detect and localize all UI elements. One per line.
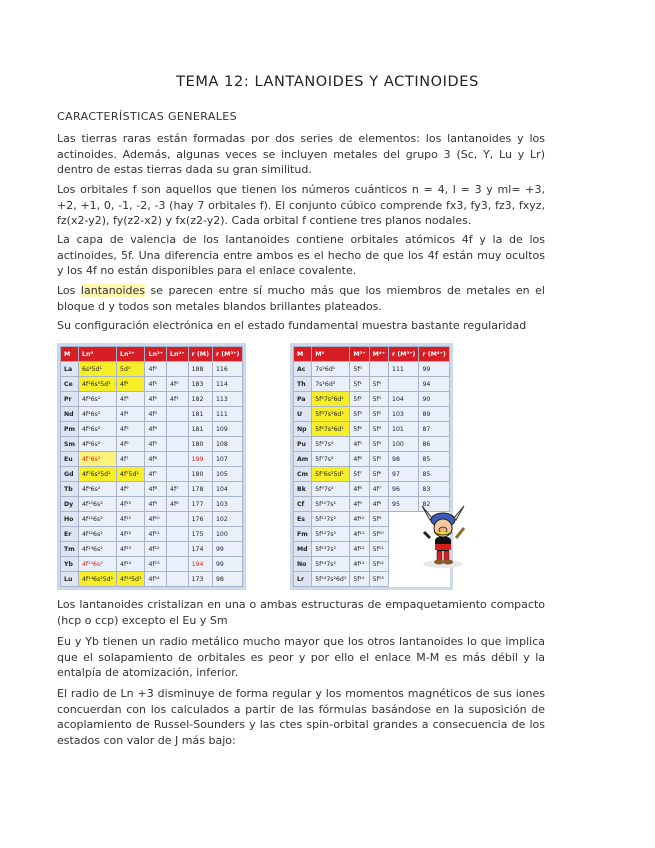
- paragraph-tierras-raras: Las tierras raras están formadas por dos series de elementos: los lantanoides y los actinoides. Además, algunas veces se incluyen metales del grupo 3 (Sc, Y, Lu y Lr) dentro de estas tierras dada su gran similitud.: [57, 132, 545, 176]
- actinide-cell: 4f⁸: [350, 482, 369, 497]
- cartoon-character-illustration: [412, 498, 474, 570]
- actinide-cell: 87: [419, 422, 449, 437]
- lanthanide-cell: 99: [212, 557, 242, 572]
- lanthanide-header-cell: r (M): [188, 347, 212, 362]
- lanthanide-cell: 4f³: [117, 392, 145, 407]
- lanthanide-cell: 4f¹³: [117, 542, 145, 557]
- actinide-cell: 5f¹⁰7s²: [312, 497, 350, 512]
- actinide-cell: 5f²: [369, 407, 388, 422]
- actinide-cell: 5f²7s²6d¹: [312, 392, 350, 407]
- actinide-cell: 5f⁴7s²6d¹: [312, 422, 350, 437]
- lanthanide-cell: 181: [188, 407, 212, 422]
- actinide-cell: 4f⁶: [350, 452, 369, 467]
- section-heading: CARACTERÍSTICAS GENERALES: [57, 110, 238, 123]
- lanthanide-cell: 4f⁷6s²5d¹: [78, 467, 116, 482]
- lanthanide-row: [61, 572, 243, 587]
- actinide-element-symbol: Ac: [294, 362, 312, 377]
- actinide-cell: 4f⁵: [350, 437, 369, 452]
- actinide-cell: 5f⁷: [350, 467, 369, 482]
- actinide-cell: 5f¹: [350, 377, 369, 392]
- lanthanide-cell: 4f⁸: [167, 497, 189, 512]
- actinide-cell: 5f¹⁴7s²6d¹: [312, 572, 350, 587]
- actinide-row: [294, 392, 450, 407]
- lanthanide-cell: 100: [212, 527, 242, 542]
- actinide-cell: 4f⁹: [350, 497, 369, 512]
- actinide-cell: 4f⁸: [369, 497, 388, 512]
- lanthanide-cell: 4f⁷6s²: [78, 452, 116, 467]
- actinide-row: [294, 437, 450, 452]
- lanthanide-header-cell: Ln⁰: [78, 347, 116, 362]
- actinide-header-cell: M⁴⁺: [369, 347, 388, 362]
- actinide-cell: 5f¹⁴7s²: [312, 557, 350, 572]
- lanthanide-row: [61, 377, 243, 392]
- lanthanide-element-symbol: Pm: [61, 422, 79, 437]
- lanthanide-cell: 4f³: [145, 407, 167, 422]
- lanthanide-cell: 175: [188, 527, 212, 542]
- lanthanide-element-symbol: Dy: [61, 497, 79, 512]
- actinide-row: [294, 452, 450, 467]
- lanthanide-cell: 4f¹³: [145, 557, 167, 572]
- actinide-element-symbol: U: [294, 407, 312, 422]
- lanthanide-cell: 4f⁵: [145, 437, 167, 452]
- actinide-cell: [389, 572, 419, 587]
- actinide-cell: 5f¹¹: [369, 542, 388, 557]
- actinide-element-symbol: No: [294, 557, 312, 572]
- actinide-header-cell: r (M⁴⁺): [419, 347, 449, 362]
- actinide-cell: 5f⁷6s²5d¹: [312, 467, 350, 482]
- lanthanide-cell: 182: [188, 392, 212, 407]
- actinide-cell: 5f⁰: [350, 362, 369, 377]
- lanthanide-cell: 4f⁵6s²: [78, 422, 116, 437]
- actinide-cell: 4f⁷: [369, 482, 388, 497]
- actinide-cell: 101: [389, 422, 419, 437]
- actinide-cell: 104: [389, 392, 419, 407]
- lanthanide-cell: 4f⁰: [167, 377, 189, 392]
- lanthanide-cell: 4f¹⁴6s²: [78, 557, 116, 572]
- lanthanide-cell: 4f⁶: [117, 437, 145, 452]
- lanthanide-cell: 114: [212, 377, 242, 392]
- lanthanide-row: [61, 512, 243, 527]
- lanthanide-cell: [167, 572, 189, 587]
- lanthanide-cell: 4f⁴: [117, 407, 145, 422]
- lanthanide-cell: [167, 362, 189, 377]
- paragraph-lantanoides: Los lantanoides se parecen entre sí mucho más que los miembros de metales en el bloque d y todos son metales blandos brillantes plateados.: [57, 284, 545, 313]
- lanthanide-cell: 194: [188, 557, 212, 572]
- lanthanide-cell: [167, 407, 189, 422]
- lanthanide-header-cell: Ln³⁺: [145, 347, 167, 362]
- lanthanide-cell: 177: [188, 497, 212, 512]
- actinide-row: [294, 407, 450, 422]
- actinide-cell: 5f⁰: [369, 377, 388, 392]
- lanthanide-cell: 4f²: [117, 377, 145, 392]
- actinide-header-cell: r (M³⁺): [389, 347, 419, 362]
- lanthanide-cell: 180: [188, 437, 212, 452]
- paragraph-cristalizan: Los lantanoides cristalizan en una o ambas estructuras de empaquetamiento compacto (hcp o ccp) excepto el Eu y Sm: [57, 598, 545, 627]
- paragraph-orbitales-f: Los orbitales f son aquellos que tienen los números cuánticos n = 4, l = 3 y ml= +3, +2, +1, 0, -1, -2, -3 (hay 7 orbitales f). El conjunto cúbico comprende fx3, fy3, fz3, fxyz, fz(x2-y2), fy(z2-x2) y fx(z2-y2). Cada orbital f contiene tres planos nodales.: [57, 183, 545, 227]
- actinide-cell: 89: [419, 407, 449, 422]
- lanthanide-row: [61, 482, 243, 497]
- lanthanide-cell: 5d¹: [117, 362, 145, 377]
- actinide-cell: 96: [389, 482, 419, 497]
- paragraph-radio-ln: El radio de Ln +3 disminuye de forma regular y los momentos magnéticos de sus iones concuerdan con los calculados a partir de las fórmulas basándose en la suposición de acoplamiento de Russel-Sounders y las ctes spin-orbital grandes a consecuencia de los estados con valor de J más bajo:: [57, 687, 545, 747]
- lanthanide-cell: [167, 422, 189, 437]
- actinide-cell: 82: [419, 497, 449, 512]
- lanthanide-cell: 180: [188, 467, 212, 482]
- actinide-cell: 94: [419, 377, 449, 392]
- actinide-cell: 95: [389, 497, 419, 512]
- lanthanide-row: [61, 437, 243, 452]
- actinide-cell: 100: [389, 437, 419, 452]
- actinide-cell: 5f¹²7s²: [312, 527, 350, 542]
- actinide-cell: 5f⁶: [369, 467, 388, 482]
- lanthanide-cell: 4f⁵: [117, 422, 145, 437]
- lanthanide-cell: 4f⁰: [145, 362, 167, 377]
- lanthanide-element-symbol: Er: [61, 527, 79, 542]
- lanthanide-cell: 4f¹²6s²: [78, 527, 116, 542]
- lanthanide-element-symbol: Yb: [61, 557, 79, 572]
- lanthanide-header-cell: Ln²⁺: [117, 347, 145, 362]
- page-title: TEMA 12: LANTANOIDES Y ACTINOIDES: [176, 74, 479, 90]
- lanthanide-cell: 107: [212, 452, 242, 467]
- paragraph-capa-valencia: La capa de valencia de los lantanoides contiene orbitales atómicos 4f y la de los actinoides, 5f. Una diferencia entre ambos es el hecho de que los 4f están muy ocultos y los 4f no están disponibles para el enlace covalente.: [57, 233, 545, 277]
- actinide-cell: 4f¹²: [350, 542, 369, 557]
- actinide-cell: 103: [389, 407, 419, 422]
- lanthanide-cell: 188: [188, 362, 212, 377]
- lanthanide-cell: 108: [212, 437, 242, 452]
- lanthanide-cell: [167, 542, 189, 557]
- actinide-cell: 97: [389, 467, 419, 482]
- lanthanide-cell: 4f¹²: [145, 542, 167, 557]
- lanthanide-cell: 4f¹⁴5d¹: [117, 572, 145, 587]
- lanthanide-cell: 4f¹⁴: [117, 557, 145, 572]
- lanthanide-cell: 176: [188, 512, 212, 527]
- highlighted-term: lantanoides: [80, 284, 145, 297]
- lanthanide-element-symbol: Eu: [61, 452, 79, 467]
- actinide-cell: 5f⁹7s²: [312, 482, 350, 497]
- lanthanide-cell: 4f⁷5d¹: [117, 467, 145, 482]
- lanthanide-element-symbol: La: [61, 362, 79, 377]
- actinide-cell: 85: [419, 467, 449, 482]
- lanthanide-table: [60, 346, 243, 587]
- lanthanide-cell: 4f¹: [145, 377, 167, 392]
- lanthanide-cell: 4f¹¹6s²: [78, 512, 116, 527]
- lanthanide-cell: 4f¹⁴6s²5d¹: [78, 572, 116, 587]
- actinide-cell: 5f³7s²6d¹: [312, 407, 350, 422]
- lanthanide-cell: 104: [212, 482, 242, 497]
- lanthanide-header-cell: r (M³⁺): [212, 347, 242, 362]
- lanthanide-row: [61, 362, 243, 377]
- lanthanide-cell: 6s²5d¹: [78, 362, 116, 377]
- lanthanide-element-symbol: Sm: [61, 437, 79, 452]
- lanthanide-element-symbol: Pr: [61, 392, 79, 407]
- actinide-cell: 5f⁹: [369, 512, 388, 527]
- lanthanide-cell: 4f⁴6s²: [78, 407, 116, 422]
- lanthanide-cell: 4f¹¹: [145, 527, 167, 542]
- lanthanide-row: [61, 527, 243, 542]
- lanthanide-cell: 98: [212, 572, 242, 587]
- lanthanide-cell: 4f¹⁴: [145, 572, 167, 587]
- actinide-cell: [389, 377, 419, 392]
- lanthanide-cell: 4f¹⁰: [145, 512, 167, 527]
- actinide-cell: 5f¹¹7s²: [312, 512, 350, 527]
- actinide-element-symbol: Pa: [294, 392, 312, 407]
- lanthanide-table-frame: [57, 343, 246, 590]
- lanthanide-cell: 103: [212, 497, 242, 512]
- lanthanide-cell: 4f⁷: [117, 452, 145, 467]
- actinide-cell: 5f³: [350, 407, 369, 422]
- lanthanide-cell: 183: [188, 377, 212, 392]
- actinide-cell: 5f⁷7s²: [312, 452, 350, 467]
- lanthanide-cell: 109: [212, 422, 242, 437]
- lanthanide-cell: 4f⁹: [117, 482, 145, 497]
- actinide-row: [294, 572, 450, 587]
- lanthanide-cell: 4f⁷: [145, 467, 167, 482]
- lanthanide-row: [61, 407, 243, 422]
- actinide-element-symbol: Cm: [294, 467, 312, 482]
- lanthanide-row: [61, 557, 243, 572]
- lanthanide-cell: [167, 437, 189, 452]
- lanthanide-row: [61, 422, 243, 437]
- actinide-element-symbol: Es: [294, 512, 312, 527]
- actinide-header-cell: M³⁺: [350, 347, 369, 362]
- actinide-row: [294, 362, 450, 377]
- lanthanide-row: [61, 497, 243, 512]
- actinide-cell: 5f¹: [369, 392, 388, 407]
- lanthanide-cell: 4f¹¹: [117, 512, 145, 527]
- paragraph-configuracion: Su configuración electrónica en el estado fundamental muestra bastante regularidad: [57, 319, 527, 332]
- actinide-element-symbol: Th: [294, 377, 312, 392]
- lanthanide-cell: 99: [212, 542, 242, 557]
- lanthanide-cell: 199: [188, 452, 212, 467]
- lanthanide-cell: 173: [188, 572, 212, 587]
- lanthanide-cell: 4f¹⁰: [117, 497, 145, 512]
- lanthanide-element-symbol: Gd: [61, 467, 79, 482]
- actinide-header-cell: M: [294, 347, 312, 362]
- actinide-element-symbol: Am: [294, 452, 312, 467]
- actinide-cell: [419, 572, 449, 587]
- actinide-header-cell: M⁰: [312, 347, 350, 362]
- lanthanide-cell: 4f²: [145, 392, 167, 407]
- lanthanide-row: [61, 392, 243, 407]
- lanthanide-cell: 102: [212, 512, 242, 527]
- lanthanide-cell: 178: [188, 482, 212, 497]
- lanthanide-element-symbol: Ce: [61, 377, 79, 392]
- actinide-element-symbol: Cf: [294, 497, 312, 512]
- actinide-element-symbol: Fm: [294, 527, 312, 542]
- actinide-element-symbol: Lr: [294, 572, 312, 587]
- actinide-cell: 5f¹⁰: [369, 527, 388, 542]
- actinide-cell: 7s²6d¹: [312, 362, 350, 377]
- actinide-cell: 5f¹³: [369, 572, 388, 587]
- lanthanide-cell: 4f¹³6s²: [78, 542, 116, 557]
- lanthanide-cell: 111: [212, 407, 242, 422]
- lanthanide-cell: 116: [212, 362, 242, 377]
- lanthanide-cell: 174: [188, 542, 212, 557]
- actinide-cell: 98: [389, 452, 419, 467]
- actinide-cell: 7s²6d²: [312, 377, 350, 392]
- actinide-element-symbol: Bk: [294, 482, 312, 497]
- actinide-cell: 4f¹⁰: [350, 512, 369, 527]
- lanthanide-header-cell: M: [61, 347, 79, 362]
- lanthanide-cell: [167, 467, 189, 482]
- actinide-element-symbol: Md: [294, 542, 312, 557]
- lanthanide-header-cell: Ln⁴⁺: [167, 347, 189, 362]
- actinide-cell: 85: [419, 452, 449, 467]
- actinide-row: [294, 422, 450, 437]
- actinide-cell: 5f⁴: [350, 422, 369, 437]
- lanthanide-cell: 4f⁶: [145, 452, 167, 467]
- lanthanide-element-symbol: Tb: [61, 482, 79, 497]
- actinide-cell: 90: [419, 392, 449, 407]
- paragraph-eu-yb: Eu y Yb tienen un radio metálico mucho mayor que los otros lantanoides lo que implica que el solapamiento de orbitales es peor y por ello el enlace M-M es más débil y la entalpía de atomización, inferior.: [57, 635, 545, 679]
- lanthanide-cell: [167, 557, 189, 572]
- lanthanide-cell: [167, 512, 189, 527]
- lanthanide-cell: 113: [212, 392, 242, 407]
- actinide-element-symbol: Pu: [294, 437, 312, 452]
- lanthanide-row: [61, 542, 243, 557]
- lanthanide-cell: 181: [188, 422, 212, 437]
- lanthanide-row: [61, 452, 243, 467]
- actinide-row: [294, 467, 450, 482]
- actinide-row: [294, 482, 450, 497]
- actinide-cell: 5f³: [369, 422, 388, 437]
- actinide-cell: 86: [419, 437, 449, 452]
- lanthanide-cell: 4f¹⁰6s²: [78, 497, 116, 512]
- actinide-cell: 5f¹³7s²: [312, 542, 350, 557]
- lanthanide-cell: 4f³6s²: [78, 392, 116, 407]
- actinide-cell: [369, 362, 388, 377]
- lanthanide-cell: 4f¹: [167, 392, 189, 407]
- lanthanide-element-symbol: Nd: [61, 407, 79, 422]
- lanthanide-cell: 4f⁹6s²: [78, 482, 116, 497]
- lanthanide-row: [61, 467, 243, 482]
- lanthanide-cell: [167, 527, 189, 542]
- lanthanide-cell: 4f¹6s²5d¹: [78, 377, 116, 392]
- lanthanide-element-symbol: Lu: [61, 572, 79, 587]
- actinide-cell: 5f⁵: [369, 452, 388, 467]
- lanthanide-cell: [167, 452, 189, 467]
- actinide-cell: 111: [389, 362, 419, 377]
- actinide-cell: 5f¹⁴: [350, 572, 369, 587]
- lanthanide-element-symbol: Ho: [61, 512, 79, 527]
- actinide-cell: 5f²: [350, 392, 369, 407]
- lanthanide-cell: 4f¹²: [117, 527, 145, 542]
- lanthanide-cell: 4f⁸: [145, 482, 167, 497]
- actinide-row: [294, 377, 450, 392]
- lanthanide-cell: 105: [212, 467, 242, 482]
- actinide-cell: 4f¹³: [350, 557, 369, 572]
- actinide-cell: 83: [419, 482, 449, 497]
- actinide-cell: 5f¹²: [369, 557, 388, 572]
- actinide-cell: 5f⁶7s²: [312, 437, 350, 452]
- actinide-element-symbol: Np: [294, 422, 312, 437]
- lanthanide-cell: 4f⁶6s²: [78, 437, 116, 452]
- actinide-cell: 4f¹¹: [350, 527, 369, 542]
- actinide-cell: 99: [419, 362, 449, 377]
- lanthanide-cell: 4f⁷: [167, 482, 189, 497]
- actinide-cell: 5f⁴: [369, 437, 388, 452]
- lanthanide-cell: 4f⁹: [145, 497, 167, 512]
- lanthanide-element-symbol: Tm: [61, 542, 79, 557]
- lanthanide-cell: 4f⁴: [145, 422, 167, 437]
